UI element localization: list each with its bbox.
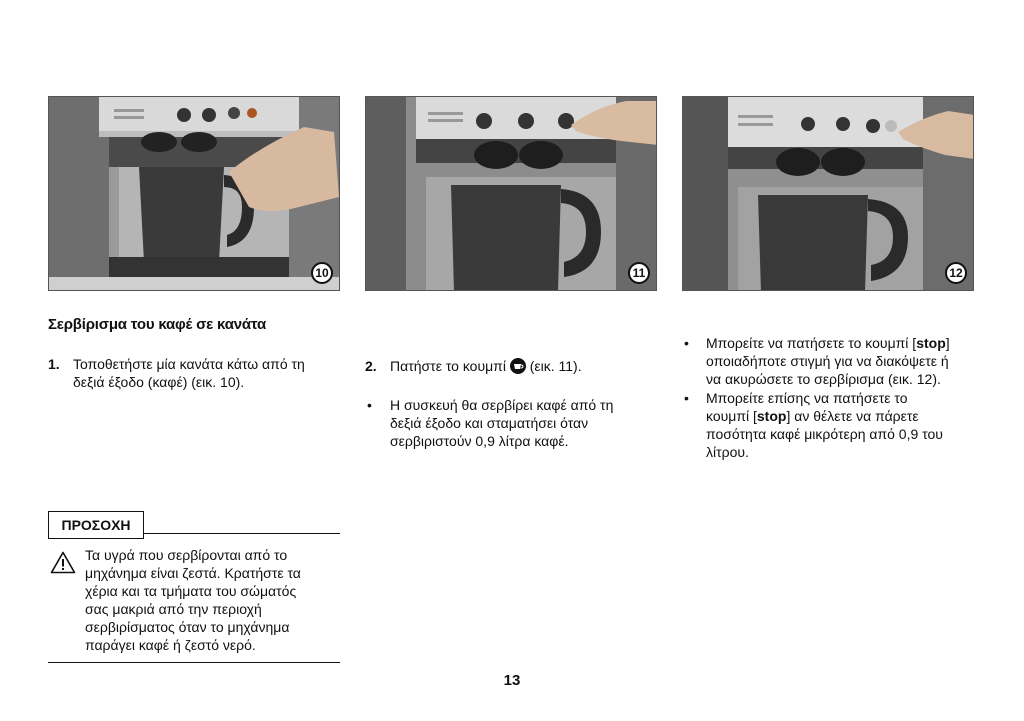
- coffee-machine-stop-image: [683, 97, 974, 291]
- step-2-text-before-icon: Πατήστε το κουμπί: [390, 358, 506, 374]
- bullet-symbol: •: [684, 335, 689, 351]
- warning-text: [85, 546, 345, 654]
- figure-12-photo: [682, 96, 974, 291]
- warning-line-3: χέρια και τα τμήματα του σώματός: [85, 583, 297, 599]
- bullet-line-3: ποσότητα καφέ μικρότερη από 0,9 του: [706, 426, 943, 442]
- bullet-line-4: λίτρου.: [706, 444, 749, 460]
- bullet-line-1: Μπορείτε να πατήσετε το κουμπί [stop]: [706, 335, 950, 351]
- step-1-line-2: δεξιά έξοδο (καφέ) (εικ. 10).: [73, 374, 245, 390]
- figure-number-badge: 12: [945, 262, 967, 284]
- bullet-line-3: σερβιριστούν 0,9 λίτρα καφέ.: [390, 433, 569, 449]
- figure-number-badge: 10: [311, 262, 333, 284]
- step-number: 2.: [365, 358, 377, 374]
- stop-keyword: stop: [916, 335, 946, 351]
- coffee-cup-icon: [510, 358, 526, 374]
- col3-bullet-1: [682, 334, 982, 388]
- warning-line-1: Τα υγρά που σερβίρονται από το: [85, 547, 288, 563]
- warning-bottom-rule: [48, 662, 340, 663]
- warning-line-6: παράγει καφέ ή ζεστό νερό.: [85, 637, 256, 653]
- bullet-line-2: κουμπί [stop] αν θέλετε να πάρετε: [706, 408, 919, 424]
- step-1-line-1: Τοποθετήστε μία κανάτα κάτω από τη: [73, 356, 305, 372]
- col3-bullet-2: [682, 389, 982, 461]
- warning-label: ΠΡΟΣΟΧΗ: [48, 511, 144, 539]
- page-number: 13: [503, 672, 521, 689]
- bullet-line-2: οποιαδήποτε στιγμή για να διακόψετε ή: [706, 353, 949, 369]
- bullet-symbol: •: [684, 390, 689, 406]
- step-1: [48, 355, 348, 391]
- step-2-text-after-icon: (εικ. 11).: [529, 358, 582, 374]
- bullet-line-2: δεξιά έξοδο και σταματήσει όταν: [390, 415, 589, 431]
- warning-line-5: σερβιρίσματος όταν το μηχάνημα: [85, 619, 290, 635]
- bullet-line-1: Μπορείτε επίσης να πατήσετε το: [706, 390, 908, 406]
- coffee-machine-pitcher-image: [49, 97, 340, 291]
- step-number: 1.: [48, 356, 60, 372]
- warning-triangle-icon: [50, 551, 76, 574]
- figure-11-photo: [365, 96, 657, 291]
- stop-keyword: stop: [756, 408, 787, 424]
- figure-number-badge: 11: [628, 262, 650, 284]
- warning-line-2: μηχάνημα είναι ζεστά. Κρατήστε τα: [85, 565, 301, 581]
- bullet-symbol: •: [367, 397, 372, 413]
- step-2-bullet: [365, 396, 665, 450]
- bullet-line-3: να ακυρώσετε το σερβίρισμα (εικ. 12).: [706, 371, 941, 387]
- figure-10-photo: [48, 96, 340, 291]
- warning-line-4: σας μακριά από την περιοχή: [85, 601, 262, 617]
- bullet-line-1: Η συσκευή θα σερβίρει καφέ από τη: [390, 397, 614, 413]
- coffee-machine-button-image: [366, 97, 657, 291]
- section-title: Σερβίρισμα του καφέ σε κανάτα: [48, 316, 266, 333]
- step-2: [365, 357, 665, 375]
- warning-top-rule: [144, 533, 340, 534]
